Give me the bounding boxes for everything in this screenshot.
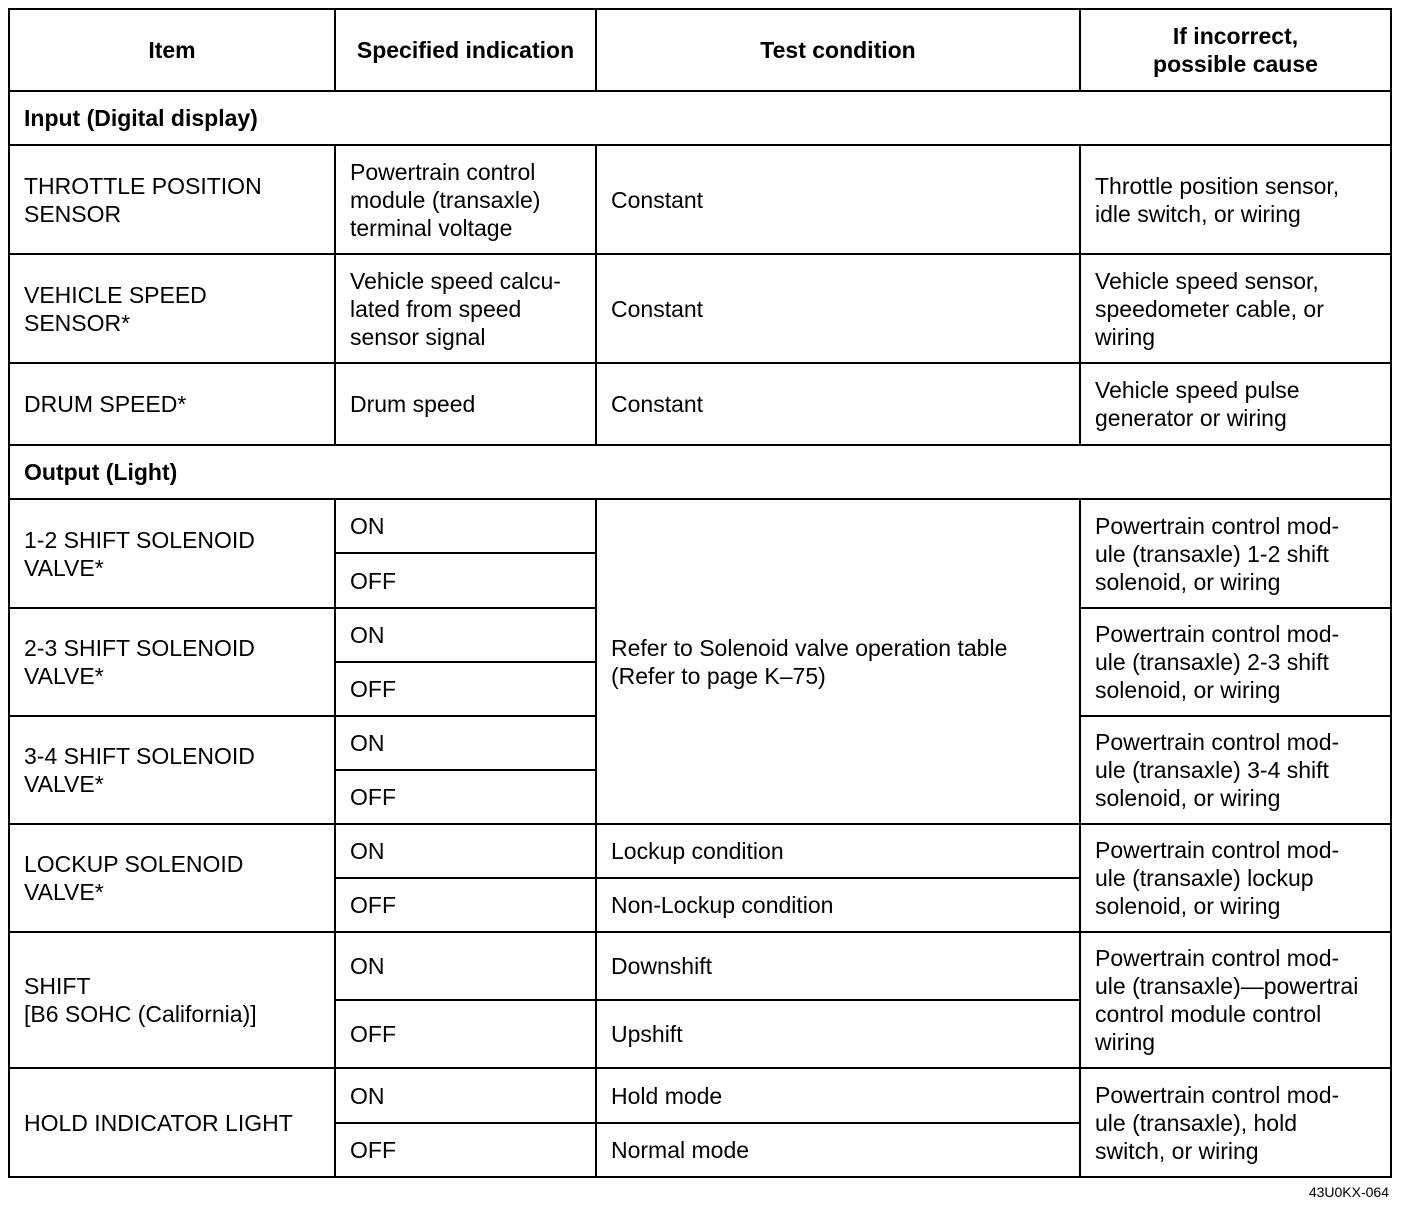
spec-on-cell: ON [335,1068,596,1123]
cause-cell: Vehicle speed pulse generator or wiring [1080,363,1391,445]
test-cell: Constant [596,145,1080,254]
section-row-output [9,445,1391,499]
item-cell: SHIFT [B6 SOHC (California)] [9,932,335,1068]
spec-off-cell: OFF [335,1000,596,1068]
item-cell: THROTTLE POSITION SENSOR [9,145,335,254]
section-output-label: Output (Light) [9,445,1391,499]
cause-cell: Throttle position sensor, idle switch, or wiring [1080,145,1391,254]
cause-cell: Powertrain control mod- ule (transaxle)—powertrai control module control wiring [1080,932,1391,1068]
solenoid-test-cell: Refer to Solenoid valve operation table (Refer to page K–75) [596,499,1080,824]
section-row-input [9,91,1391,145]
header-test-condition: Test condition [596,9,1080,91]
test-off-cell: Non-Lockup condition [596,878,1080,932]
cause-cell: Vehicle speed sensor, speedometer cable, or wiring [1080,254,1391,363]
spec-off-cell: OFF [335,770,596,824]
spec-off-cell: OFF [335,662,596,716]
cause-cell: Powertrain control mod- ule (transaxle) 2-3 shift solenoid, or wiring [1080,608,1391,716]
header-item: Item [9,9,335,91]
header-possible-cause: If incorrect, possible cause [1080,9,1391,91]
item-cell: 1-2 SHIFT SOLENOID VALVE* [9,499,335,608]
spec-cell: Powertrain control module (transaxle) terminal voltage [335,145,596,254]
spec-off-cell: OFF [335,1123,596,1177]
test-on-cell: Hold mode [596,1068,1080,1123]
section-input-label: Input (Digital display) [9,91,1391,145]
table-row [9,145,1391,254]
table-row [9,1068,1391,1123]
test-off-cell: Normal mode [596,1123,1080,1177]
figure-code: 43U0KX-064 [1308,1184,1389,1200]
cause-cell: Powertrain control mod- ule (transaxle) lockup solenoid, or wiring [1080,824,1391,932]
table-row [9,254,1391,363]
test-cell: Constant [596,363,1080,445]
spec-on-cell: ON [335,932,596,1000]
table-row [9,499,1391,553]
table-row [9,932,1391,1000]
spec-on-cell: ON [335,499,596,553]
item-cell: 3-4 SHIFT SOLENOID VALVE* [9,716,335,824]
test-cell: Constant [596,254,1080,363]
item-cell: LOCKUP SOLENOID VALVE* [9,824,335,932]
diagnosis-table [8,8,1392,1178]
item-cell: DRUM SPEED* [9,363,335,445]
header-specified-indication: Specified indication [335,9,596,91]
cause-cell: Powertrain control mod- ule (transaxle) 3-4 shift solenoid, or wiring [1080,716,1391,824]
test-off-cell: Upshift [596,1000,1080,1068]
table-row [9,363,1391,445]
spec-on-cell: ON [335,824,596,878]
test-on-cell: Downshift [596,932,1080,1000]
spec-cell: Vehicle speed calcu- lated from speed sensor signal [335,254,596,363]
cause-cell: Powertrain control mod- ule (transaxle) 1-2 shift solenoid, or wiring [1080,499,1391,608]
cause-cell: Powertrain control mod- ule (transaxle), hold switch, or wiring [1080,1068,1391,1177]
item-cell: 2-3 SHIFT SOLENOID VALVE* [9,608,335,716]
item-cell: VEHICLE SPEED SENSOR* [9,254,335,363]
header-row [9,9,1391,91]
table-row [9,824,1391,878]
spec-off-cell: OFF [335,878,596,932]
spec-on-cell: ON [335,608,596,662]
spec-off-cell: OFF [335,553,596,608]
spec-on-cell: ON [335,716,596,770]
item-cell: HOLD INDICATOR LIGHT [9,1068,335,1177]
test-on-cell: Lockup condition [596,824,1080,878]
spec-cell: Drum speed [335,363,596,445]
